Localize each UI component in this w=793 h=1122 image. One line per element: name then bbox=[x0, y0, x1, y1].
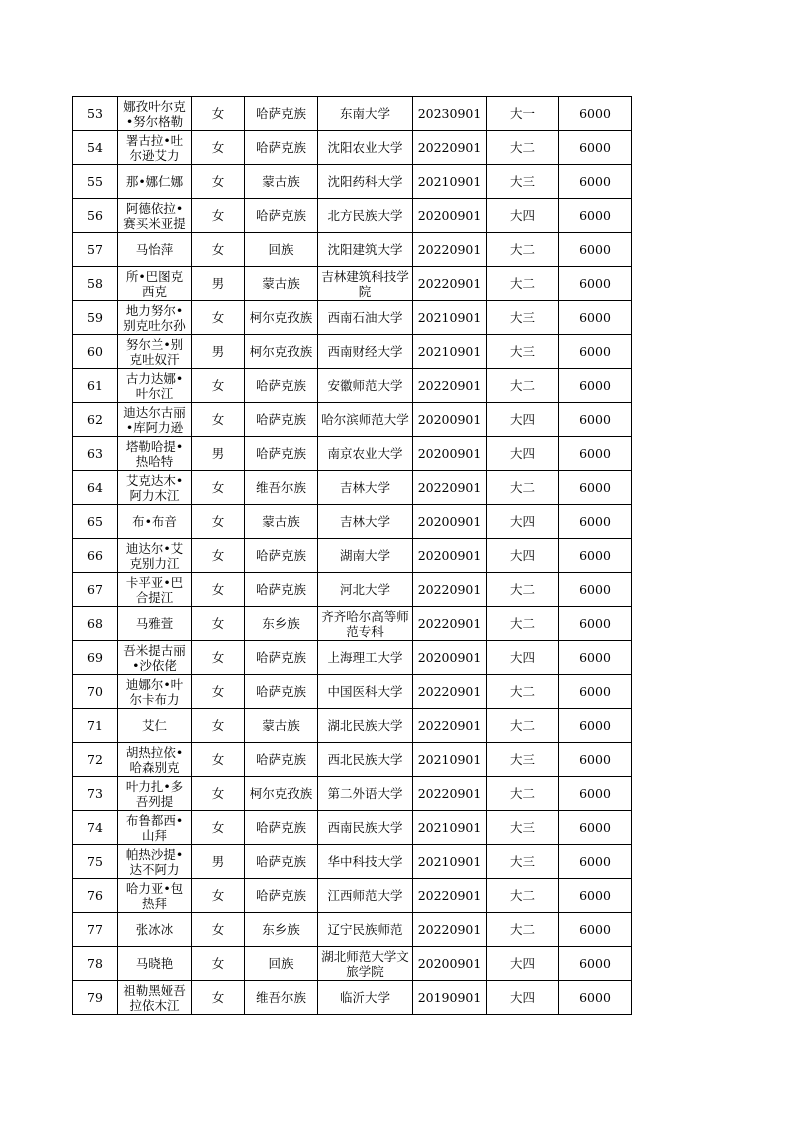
enrollment-date-cell: 20220901 bbox=[413, 233, 487, 267]
grade-cell: 大四 bbox=[487, 437, 559, 471]
school-cell: 西南石油大学 bbox=[318, 301, 413, 335]
enrollment-date-cell: 20230901 bbox=[413, 97, 487, 131]
school-cell: 南京农业大学 bbox=[318, 437, 413, 471]
student-name-cell: 马怡萍 bbox=[118, 233, 192, 267]
gender-cell: 女 bbox=[192, 913, 245, 947]
ethnicity-cell: 东乡族 bbox=[245, 913, 318, 947]
student-name-cell: 布•布音 bbox=[118, 505, 192, 539]
table-row bbox=[73, 573, 632, 607]
row-number-cell: 79 bbox=[73, 981, 118, 1015]
gender-cell: 女 bbox=[192, 165, 245, 199]
row-number-cell: 67 bbox=[73, 573, 118, 607]
student-name-cell: 帕热沙提•达不阿力 bbox=[118, 845, 192, 879]
student-name-cell: 吾米提古丽•沙依佬 bbox=[118, 641, 192, 675]
gender-cell: 女 bbox=[192, 811, 245, 845]
grade-cell: 大三 bbox=[487, 301, 559, 335]
row-number-cell: 58 bbox=[73, 267, 118, 301]
grade-cell: 大二 bbox=[487, 777, 559, 811]
enrollment-date-cell: 20210901 bbox=[413, 165, 487, 199]
grade-cell: 大二 bbox=[487, 709, 559, 743]
table-row bbox=[73, 437, 632, 471]
table-row bbox=[73, 369, 632, 403]
row-number-cell: 59 bbox=[73, 301, 118, 335]
gender-cell: 男 bbox=[192, 267, 245, 301]
ethnicity-cell: 哈萨克族 bbox=[245, 641, 318, 675]
gender-cell: 女 bbox=[192, 131, 245, 165]
ethnicity-cell: 蒙古族 bbox=[245, 709, 318, 743]
table-row bbox=[73, 233, 632, 267]
enrollment-date-cell: 20220901 bbox=[413, 777, 487, 811]
grade-cell: 大三 bbox=[487, 811, 559, 845]
amount-cell: 6000 bbox=[559, 165, 632, 199]
student-name-cell: 娜孜叶尔克•努尔格勒 bbox=[118, 97, 192, 131]
enrollment-date-cell: 20190901 bbox=[413, 981, 487, 1015]
enrollment-date-cell: 20200901 bbox=[413, 403, 487, 437]
table-row bbox=[73, 471, 632, 505]
amount-cell: 6000 bbox=[559, 675, 632, 709]
row-number-cell: 55 bbox=[73, 165, 118, 199]
student-name-cell: 署古拉•吐尔逊艾力 bbox=[118, 131, 192, 165]
gender-cell: 女 bbox=[192, 505, 245, 539]
student-name-cell: 古力达娜•叶尔江 bbox=[118, 369, 192, 403]
row-number-cell: 54 bbox=[73, 131, 118, 165]
grade-cell: 大四 bbox=[487, 539, 559, 573]
table-row bbox=[73, 335, 632, 369]
enrollment-date-cell: 20210901 bbox=[413, 743, 487, 777]
amount-cell: 6000 bbox=[559, 879, 632, 913]
school-cell: 湖北民族大学 bbox=[318, 709, 413, 743]
student-name-cell: 艾仁 bbox=[118, 709, 192, 743]
table-row bbox=[73, 403, 632, 437]
ethnicity-cell: 哈萨克族 bbox=[245, 573, 318, 607]
table-row bbox=[73, 743, 632, 777]
table-row bbox=[73, 641, 632, 675]
gender-cell: 女 bbox=[192, 471, 245, 505]
student-name-cell: 那•娜仁娜 bbox=[118, 165, 192, 199]
student-name-cell: 塔勒哈提•热哈特 bbox=[118, 437, 192, 471]
gender-cell: 男 bbox=[192, 335, 245, 369]
amount-cell: 6000 bbox=[559, 573, 632, 607]
grade-cell: 大一 bbox=[487, 97, 559, 131]
ethnicity-cell: 哈萨克族 bbox=[245, 199, 318, 233]
enrollment-date-cell: 20220901 bbox=[413, 573, 487, 607]
ethnicity-cell: 哈萨克族 bbox=[245, 879, 318, 913]
gender-cell: 女 bbox=[192, 777, 245, 811]
student-name-cell: 布鲁都西•山拜 bbox=[118, 811, 192, 845]
gender-cell: 女 bbox=[192, 641, 245, 675]
ethnicity-cell: 哈萨克族 bbox=[245, 403, 318, 437]
ethnicity-cell: 东乡族 bbox=[245, 607, 318, 641]
grade-cell: 大三 bbox=[487, 743, 559, 777]
school-cell: 吉林大学 bbox=[318, 471, 413, 505]
student-name-cell: 迪娜尔•叶尔卡布力 bbox=[118, 675, 192, 709]
enrollment-date-cell: 20200901 bbox=[413, 641, 487, 675]
row-number-cell: 66 bbox=[73, 539, 118, 573]
table-row bbox=[73, 777, 632, 811]
amount-cell: 6000 bbox=[559, 437, 632, 471]
grade-cell: 大二 bbox=[487, 369, 559, 403]
enrollment-date-cell: 20210901 bbox=[413, 811, 487, 845]
enrollment-date-cell: 20210901 bbox=[413, 335, 487, 369]
student-name-cell: 马雅萱 bbox=[118, 607, 192, 641]
ethnicity-cell: 蒙古族 bbox=[245, 165, 318, 199]
student-name-cell: 地力努尔•别克吐尔孙 bbox=[118, 301, 192, 335]
row-number-cell: 65 bbox=[73, 505, 118, 539]
row-number-cell: 56 bbox=[73, 199, 118, 233]
table-row bbox=[73, 131, 632, 165]
enrollment-date-cell: 20220901 bbox=[413, 267, 487, 301]
school-cell: 湖北师范大学文旅学院 bbox=[318, 947, 413, 981]
ethnicity-cell: 哈萨克族 bbox=[245, 131, 318, 165]
student-name-cell: 艾克达木•阿力木江 bbox=[118, 471, 192, 505]
table-row bbox=[73, 879, 632, 913]
enrollment-date-cell: 20200901 bbox=[413, 437, 487, 471]
enrollment-date-cell: 20210901 bbox=[413, 845, 487, 879]
table-row bbox=[73, 947, 632, 981]
table-row bbox=[73, 675, 632, 709]
amount-cell: 6000 bbox=[559, 301, 632, 335]
row-number-cell: 53 bbox=[73, 97, 118, 131]
table-row bbox=[73, 97, 632, 131]
ethnicity-cell: 哈萨克族 bbox=[245, 539, 318, 573]
row-number-cell: 60 bbox=[73, 335, 118, 369]
ethnicity-cell: 哈萨克族 bbox=[245, 437, 318, 471]
grade-cell: 大四 bbox=[487, 199, 559, 233]
amount-cell: 6000 bbox=[559, 233, 632, 267]
enrollment-date-cell: 20220901 bbox=[413, 709, 487, 743]
ethnicity-cell: 柯尔克孜族 bbox=[245, 777, 318, 811]
amount-cell: 6000 bbox=[559, 131, 632, 165]
gender-cell: 女 bbox=[192, 199, 245, 233]
student-name-cell: 迪达尔古丽•库阿力逊 bbox=[118, 403, 192, 437]
ethnicity-cell: 哈萨克族 bbox=[245, 369, 318, 403]
amount-cell: 6000 bbox=[559, 199, 632, 233]
row-number-cell: 61 bbox=[73, 369, 118, 403]
gender-cell: 男 bbox=[192, 437, 245, 471]
student-roster-table bbox=[72, 96, 632, 1015]
grade-cell: 大三 bbox=[487, 335, 559, 369]
gender-cell: 女 bbox=[192, 301, 245, 335]
ethnicity-cell: 哈萨克族 bbox=[245, 97, 318, 131]
row-number-cell: 62 bbox=[73, 403, 118, 437]
grade-cell: 大四 bbox=[487, 641, 559, 675]
grade-cell: 大二 bbox=[487, 573, 559, 607]
school-cell: 江西师范大学 bbox=[318, 879, 413, 913]
table-row bbox=[73, 301, 632, 335]
student-name-cell: 哈力亚•包热拜 bbox=[118, 879, 192, 913]
ethnicity-cell: 哈萨克族 bbox=[245, 811, 318, 845]
amount-cell: 6000 bbox=[559, 981, 632, 1015]
school-cell: 沈阳药科大学 bbox=[318, 165, 413, 199]
enrollment-date-cell: 20210901 bbox=[413, 301, 487, 335]
school-cell: 西北民族大学 bbox=[318, 743, 413, 777]
row-number-cell: 74 bbox=[73, 811, 118, 845]
student-name-cell: 马晓艳 bbox=[118, 947, 192, 981]
ethnicity-cell: 维吾尔族 bbox=[245, 981, 318, 1015]
table-row bbox=[73, 505, 632, 539]
grade-cell: 大二 bbox=[487, 267, 559, 301]
row-number-cell: 71 bbox=[73, 709, 118, 743]
grade-cell: 大四 bbox=[487, 981, 559, 1015]
enrollment-date-cell: 20220901 bbox=[413, 879, 487, 913]
row-number-cell: 76 bbox=[73, 879, 118, 913]
student-name-cell: 叶力扎•多吾列提 bbox=[118, 777, 192, 811]
gender-cell: 女 bbox=[192, 709, 245, 743]
gender-cell: 女 bbox=[192, 675, 245, 709]
school-cell: 上海理工大学 bbox=[318, 641, 413, 675]
school-cell: 湖南大学 bbox=[318, 539, 413, 573]
grade-cell: 大二 bbox=[487, 913, 559, 947]
amount-cell: 6000 bbox=[559, 777, 632, 811]
gender-cell: 女 bbox=[192, 97, 245, 131]
school-cell: 华中科技大学 bbox=[318, 845, 413, 879]
enrollment-date-cell: 20200901 bbox=[413, 539, 487, 573]
grade-cell: 大二 bbox=[487, 233, 559, 267]
school-cell: 哈尔滨师范大学 bbox=[318, 403, 413, 437]
student-name-cell: 胡热拉依•哈森别克 bbox=[118, 743, 192, 777]
enrollment-date-cell: 20200901 bbox=[413, 199, 487, 233]
row-number-cell: 77 bbox=[73, 913, 118, 947]
gender-cell: 女 bbox=[192, 539, 245, 573]
grade-cell: 大二 bbox=[487, 131, 559, 165]
ethnicity-cell: 蒙古族 bbox=[245, 267, 318, 301]
table-row bbox=[73, 165, 632, 199]
ethnicity-cell: 柯尔克孜族 bbox=[245, 301, 318, 335]
table-row bbox=[73, 607, 632, 641]
enrollment-date-cell: 20200901 bbox=[413, 505, 487, 539]
ethnicity-cell: 维吾尔族 bbox=[245, 471, 318, 505]
student-name-cell: 努尔兰•别克吐奴汗 bbox=[118, 335, 192, 369]
student-name-cell: 张冰冰 bbox=[118, 913, 192, 947]
gender-cell: 女 bbox=[192, 369, 245, 403]
row-number-cell: 70 bbox=[73, 675, 118, 709]
row-number-cell: 63 bbox=[73, 437, 118, 471]
school-cell: 河北大学 bbox=[318, 573, 413, 607]
ethnicity-cell: 哈萨克族 bbox=[245, 675, 318, 709]
amount-cell: 6000 bbox=[559, 845, 632, 879]
gender-cell: 女 bbox=[192, 607, 245, 641]
school-cell: 吉林大学 bbox=[318, 505, 413, 539]
school-cell: 齐齐哈尔高等师范专科 bbox=[318, 607, 413, 641]
grade-cell: 大四 bbox=[487, 403, 559, 437]
table-row bbox=[73, 981, 632, 1015]
table-row bbox=[73, 845, 632, 879]
row-number-cell: 64 bbox=[73, 471, 118, 505]
ethnicity-cell: 哈萨克族 bbox=[245, 845, 318, 879]
row-number-cell: 78 bbox=[73, 947, 118, 981]
enrollment-date-cell: 20220901 bbox=[413, 675, 487, 709]
student-name-cell: 祖勒黑娅吾拉依木江 bbox=[118, 981, 192, 1015]
ethnicity-cell: 回族 bbox=[245, 233, 318, 267]
gender-cell: 女 bbox=[192, 573, 245, 607]
amount-cell: 6000 bbox=[559, 947, 632, 981]
amount-cell: 6000 bbox=[559, 641, 632, 675]
amount-cell: 6000 bbox=[559, 97, 632, 131]
row-number-cell: 68 bbox=[73, 607, 118, 641]
table-row bbox=[73, 709, 632, 743]
amount-cell: 6000 bbox=[559, 267, 632, 301]
amount-cell: 6000 bbox=[559, 607, 632, 641]
gender-cell: 女 bbox=[192, 403, 245, 437]
grade-cell: 大二 bbox=[487, 607, 559, 641]
amount-cell: 6000 bbox=[559, 539, 632, 573]
amount-cell: 6000 bbox=[559, 709, 632, 743]
enrollment-date-cell: 20200901 bbox=[413, 947, 487, 981]
table-row bbox=[73, 913, 632, 947]
grade-cell: 大四 bbox=[487, 947, 559, 981]
amount-cell: 6000 bbox=[559, 913, 632, 947]
school-cell: 第二外语大学 bbox=[318, 777, 413, 811]
school-cell: 北方民族大学 bbox=[318, 199, 413, 233]
gender-cell: 女 bbox=[192, 879, 245, 913]
school-cell: 沈阳农业大学 bbox=[318, 131, 413, 165]
table-row bbox=[73, 539, 632, 573]
row-number-cell: 57 bbox=[73, 233, 118, 267]
table-row bbox=[73, 267, 632, 301]
school-cell: 西南民族大学 bbox=[318, 811, 413, 845]
grade-cell: 大三 bbox=[487, 845, 559, 879]
row-number-cell: 69 bbox=[73, 641, 118, 675]
amount-cell: 6000 bbox=[559, 403, 632, 437]
gender-cell: 男 bbox=[192, 845, 245, 879]
row-number-cell: 75 bbox=[73, 845, 118, 879]
ethnicity-cell: 柯尔克孜族 bbox=[245, 335, 318, 369]
grade-cell: 大二 bbox=[487, 675, 559, 709]
student-name-cell: 卡平亚•巴合提江 bbox=[118, 573, 192, 607]
school-cell: 吉林建筑科技学院 bbox=[318, 267, 413, 301]
gender-cell: 女 bbox=[192, 947, 245, 981]
enrollment-date-cell: 20220901 bbox=[413, 607, 487, 641]
school-cell: 辽宁民族师范 bbox=[318, 913, 413, 947]
ethnicity-cell: 回族 bbox=[245, 947, 318, 981]
enrollment-date-cell: 20220901 bbox=[413, 131, 487, 165]
school-cell: 中国医科大学 bbox=[318, 675, 413, 709]
table-row bbox=[73, 811, 632, 845]
grade-cell: 大三 bbox=[487, 165, 559, 199]
school-cell: 东南大学 bbox=[318, 97, 413, 131]
amount-cell: 6000 bbox=[559, 743, 632, 777]
school-cell: 沈阳建筑大学 bbox=[318, 233, 413, 267]
row-number-cell: 73 bbox=[73, 777, 118, 811]
student-name-cell: 迪达尔•艾克别力江 bbox=[118, 539, 192, 573]
ethnicity-cell: 哈萨克族 bbox=[245, 743, 318, 777]
gender-cell: 女 bbox=[192, 981, 245, 1015]
amount-cell: 6000 bbox=[559, 335, 632, 369]
enrollment-date-cell: 20220901 bbox=[413, 369, 487, 403]
gender-cell: 女 bbox=[192, 233, 245, 267]
school-cell: 临沂大学 bbox=[318, 981, 413, 1015]
amount-cell: 6000 bbox=[559, 471, 632, 505]
student-name-cell: 所•巴图克西克 bbox=[118, 267, 192, 301]
school-cell: 西南财经大学 bbox=[318, 335, 413, 369]
student-name-cell: 阿德依拉•赛买米亚提 bbox=[118, 199, 192, 233]
grade-cell: 大二 bbox=[487, 471, 559, 505]
enrollment-date-cell: 20220901 bbox=[413, 471, 487, 505]
grade-cell: 大二 bbox=[487, 879, 559, 913]
amount-cell: 6000 bbox=[559, 505, 632, 539]
enrollment-date-cell: 20220901 bbox=[413, 913, 487, 947]
amount-cell: 6000 bbox=[559, 811, 632, 845]
ethnicity-cell: 蒙古族 bbox=[245, 505, 318, 539]
gender-cell: 女 bbox=[192, 743, 245, 777]
row-number-cell: 72 bbox=[73, 743, 118, 777]
grade-cell: 大四 bbox=[487, 505, 559, 539]
roster-body bbox=[73, 97, 632, 1015]
school-cell: 安徽师范大学 bbox=[318, 369, 413, 403]
table-row bbox=[73, 199, 632, 233]
amount-cell: 6000 bbox=[559, 369, 632, 403]
